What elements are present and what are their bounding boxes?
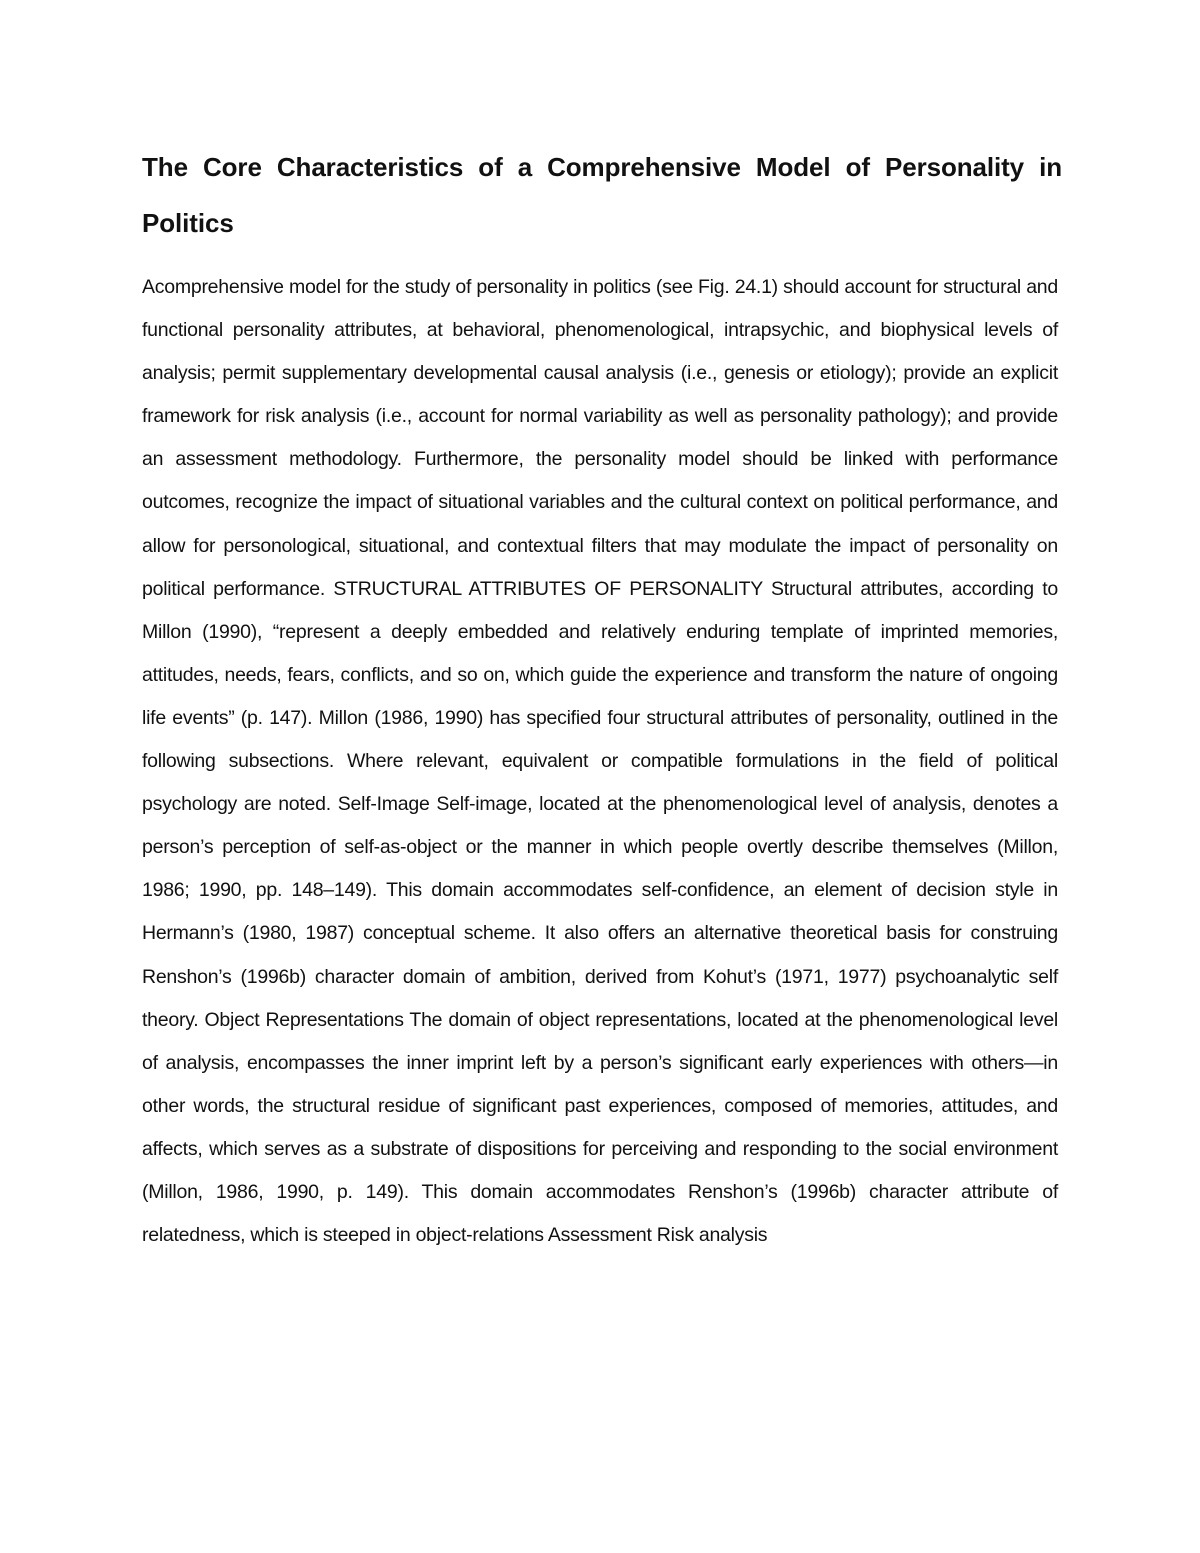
- document-body-paragraph: Acomprehensive model for the study of personality in politics (see Fig. 24.1) should account for structural and functional personality attributes, at behavioral, phenomenological, intrapsychic, and biophysical levels of analysis; permit supplementary developmental causal analysis (i.e., genesis or etiology); provide an explicit framework for risk analysis (i.e., account for normal variability as well as personality pathology); and provide an assessment methodology. Furthermore, the personality model should be linked with performance outcomes, recognize the impact of situational variables and the cultural context on political performance, and allow for personological, situational, and contextual filters that may modulate the impact of personality on political performance. STRUCTURAL ATTRIBUTES OF PERSONALITY Structural attributes, according to Millon (1990), “represent a deeply embedded and relatively enduring template of imprinted memories, attitudes, needs, fears, conflicts, and so on, which guide the experience and transform the nature of ongoing life events” (p. 147). Millon (1986, 1990) has specified four structural attributes of personality, outlined in the following subsections. Where relevant, equivalent or compatible formulations in the field of political psychology are noted. Self-Image Self-image, located at the phenomenological level of analysis, denotes a person’s perception of self-as-object or the manner in which people overtly describe themselves (Millon, 1986; 1990, pp. 148–149). This domain accommodates self-confidence, an element of decision style in Hermann’s (1980, 1987) conceptual scheme. It also offers an alternative theoretical basis for construing Renshon’s (1996b) character domain of ambition, derived from Kohut’s (1971, 1977) psychoanalytic self theory. Object Representations The domain of object representations, located at the phenomenological level of analysis, encompasses the inner imprint left by a person’s significant early experiences with others—in other words, the structural residue of significant past experiences, composed of memories, attitudes, and affects, which serves as a substrate of dispositions for perceiving and responding to the social environment (Millon, 1986, 1990, p. 149). This domain accommodates Renshon’s (1996b) character attribute of relatedness, which is steeped in object-relations Assessment Risk analysis: [142, 276, 1058, 1247]
- document-heading: The Core Characteristics of a Comprehensive Model of Personality in Politics: [142, 152, 1062, 238]
